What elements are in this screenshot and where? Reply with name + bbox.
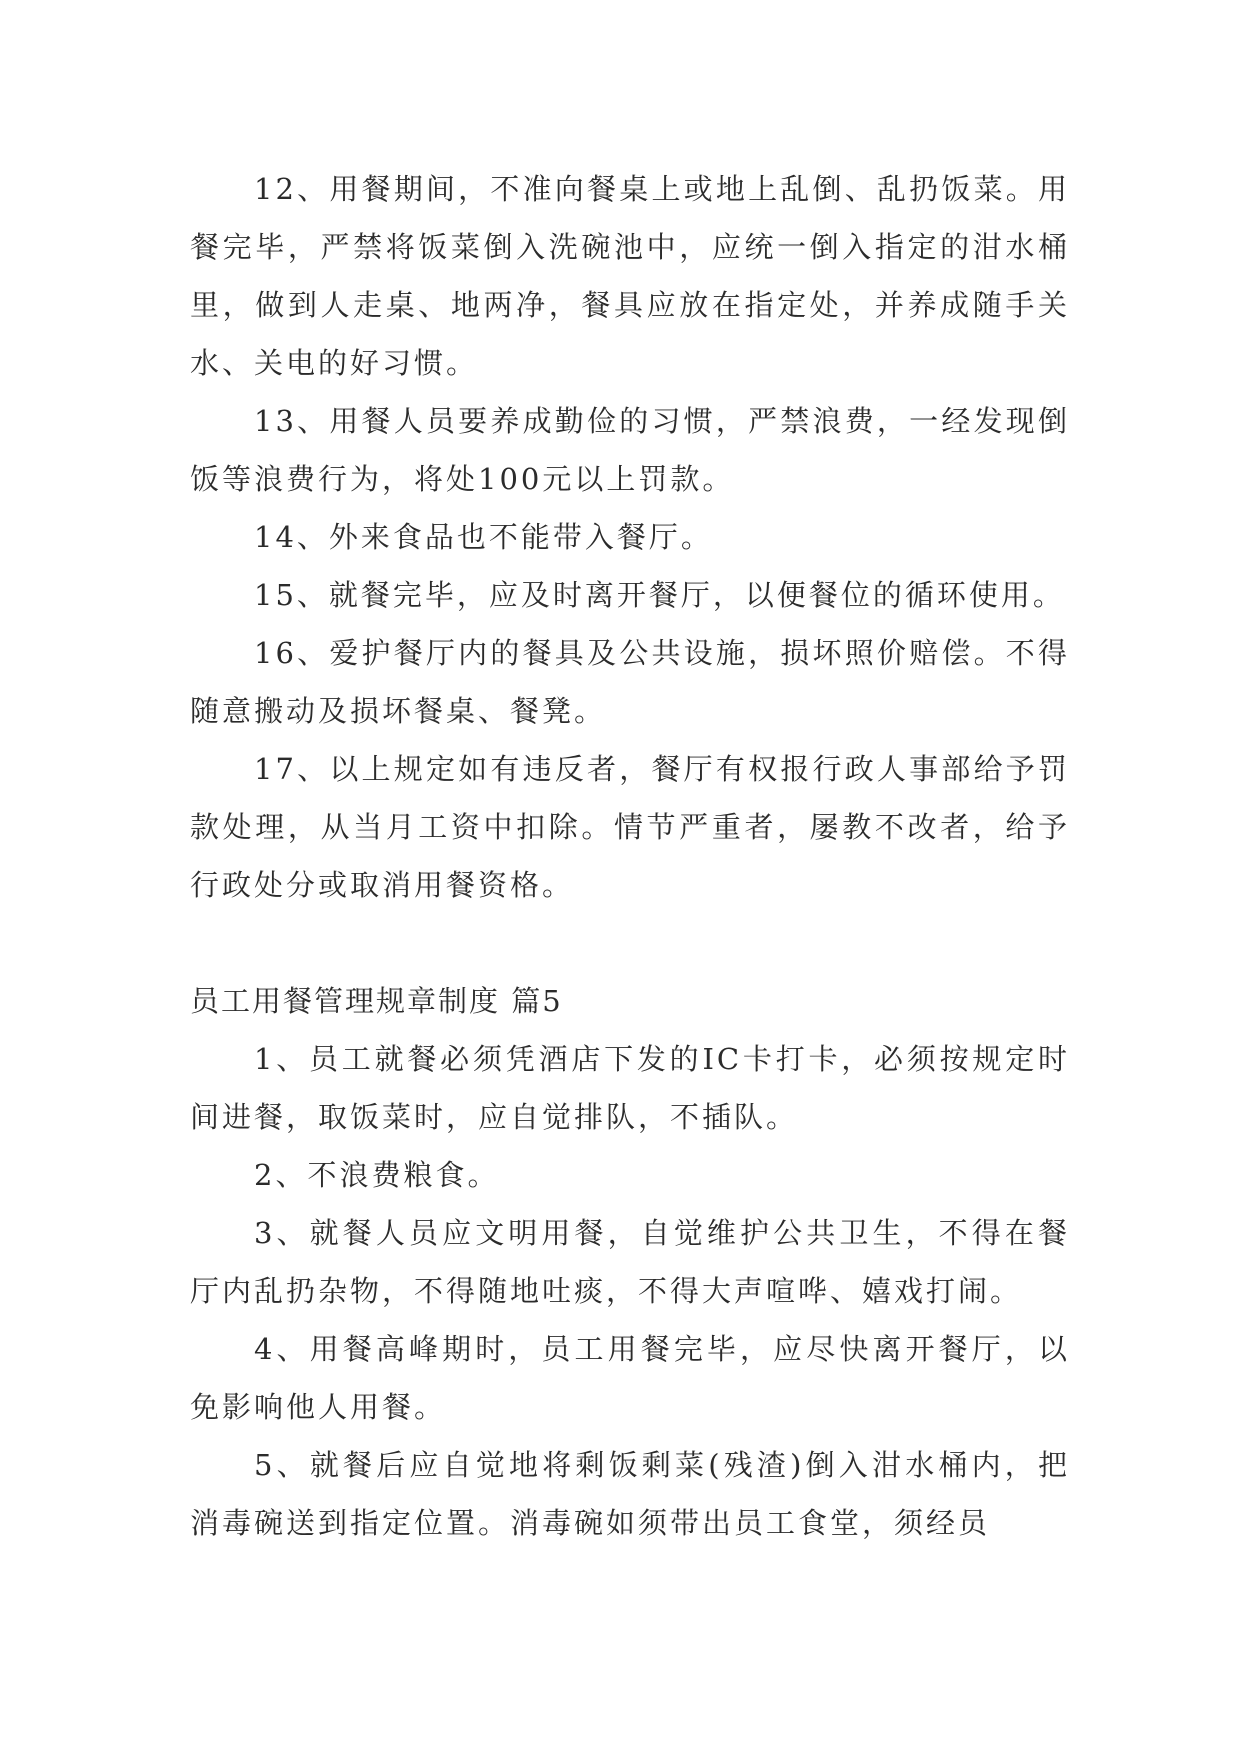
- rule-paragraph-5: 5、就餐后应自觉地将剩饭剩菜(残渣)倒入泔水桶内，把消毒碗送到指定位置。消毒碗如须带出员工食堂，须经员: [190, 1448, 1070, 1540]
- rule-paragraph-4: 4、用餐高峰期时，员工用餐完毕，应尽快离开餐厅，以免影响他人用餐。: [190, 1332, 1070, 1424]
- rule-paragraph-17: 17、以上规定如有违反者，餐厅有权报行政人事部给予罚款处理，从当月工资中扣除。情节严重者，屡教不改者，给予行政处分或取消用餐资格。: [190, 752, 1070, 902]
- rule-paragraph-2: 2、不浪费粮食。: [254, 1158, 500, 1192]
- rule-paragraph-1: 1、员工就餐必须凭酒店下发的IC卡打卡，必须按规定时间进餐，取饭菜时，应自觉排队，不插队。: [190, 1042, 1070, 1134]
- rule-paragraph-16: 16、爱护餐厅内的餐具及公共设施，损坏照价赔偿。不得随意搬动及损坏餐桌、餐凳。: [190, 636, 1070, 728]
- document-body: [190, 160, 1070, 1552]
- rule-paragraph-3: 3、就餐人员应文明用餐，自觉维护公共卫生，不得在餐厅内乱扔杂物，不得随地吐痰，不得大声喧哗、嬉戏打闹。: [190, 1216, 1070, 1308]
- rule-paragraph-12: 12、用餐期间，不准向餐桌上或地上乱倒、乱扔饭菜。用餐完毕，严禁将饭菜倒入洗碗池中，应统一倒入指定的泔水桶里，做到人走桌、地两净，餐具应放在指定处，并养成随手关水、关电的好习惯。: [190, 172, 1070, 380]
- section-heading: 员工用餐管理规章制度 篇5: [190, 984, 563, 1018]
- rule-paragraph-13: 13、用餐人员要养成勤俭的习惯，严禁浪费，一经发现倒饭等浪费行为，将处100元以上罚款。: [190, 404, 1070, 496]
- rule-paragraph-14: 14、外来食品也不能带入餐厅。: [254, 520, 713, 554]
- rule-paragraph-15: 15、就餐完毕，应及时离开餐厅，以便餐位的循环使用。: [254, 578, 1065, 612]
